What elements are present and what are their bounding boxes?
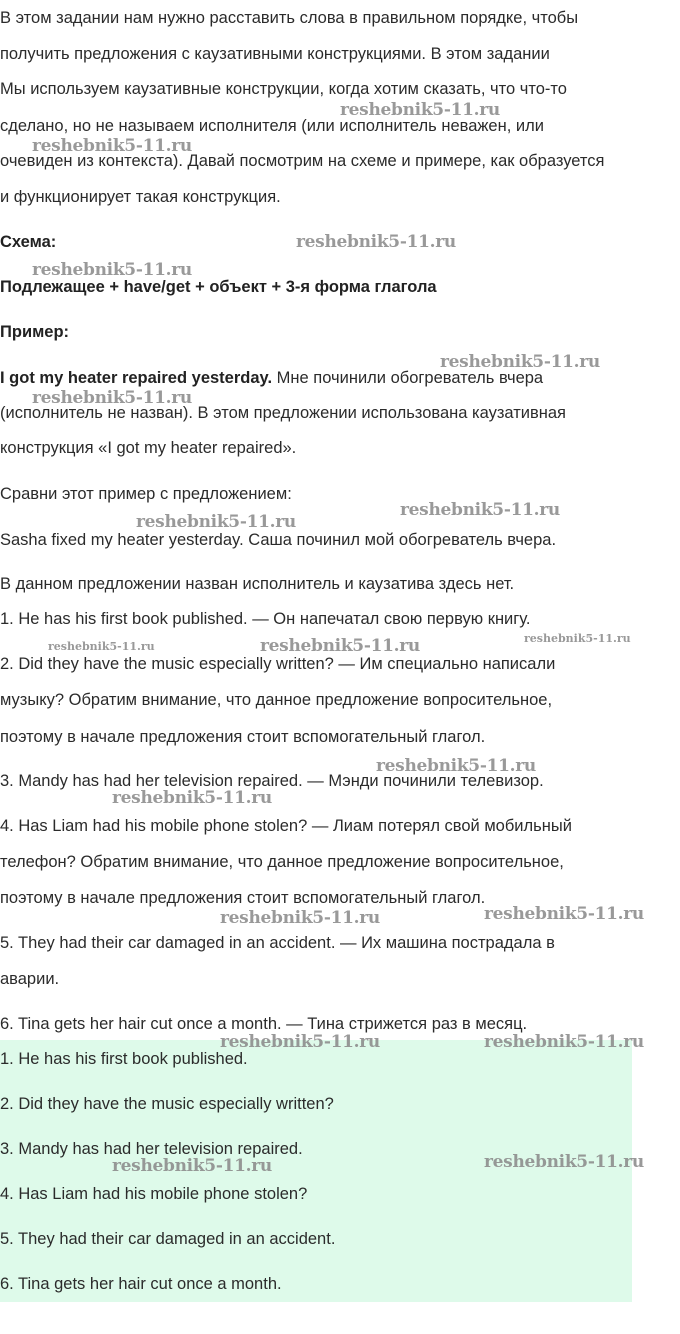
item-4-line-3: поэтому в начале предложения стоит вспомогательный глагол. [0,889,486,907]
compare-line-1: Сравни этот пример с предложением: [0,485,292,503]
watermark: reshebnik5-11.ru [376,756,536,776]
intro-line-6: и функционирует такая конструкция. [0,188,281,206]
item-1: 1. He has his first book published. — Он напечатал свою первую книгу. [0,610,531,628]
answer-5: 5. They had their car damaged in an accident. [0,1230,336,1248]
watermark: reshebnik5-11.ru [524,632,631,645]
watermark: reshebnik5-11.ru [32,260,192,280]
watermark: reshebnik5-11.ru [484,1032,644,1052]
answer-2: 2. Did they have the music especially written? [0,1095,334,1113]
item-4-line-2: телефон? Обратим внимание, что данное предложение вопросительное, [0,853,564,871]
compare-line-3: В данном предложении назван исполнитель и каузатива здесь нет. [0,575,515,593]
scheme-label: Схема: [0,233,57,251]
watermark: reshebnik5-11.ru [112,1156,272,1176]
scheme-formula: Подлежащее + have/get + объект + 3-я форма глагола [0,278,437,296]
intro-line-1: В этом задании нам нужно расставить слова в правильном порядке, чтобы [0,9,579,27]
watermark: reshebnik5-11.ru [260,636,420,656]
item-2-line-1: 2. Did they have the music especially written? — Им специально написали [0,655,556,673]
item-6: 6. Tina gets her hair cut once a month. — Тина стрижется раз в месяц. [0,1015,528,1033]
example-translation: Мне починили обогреватель вчера [272,369,544,387]
intro-line-2: получить предложения с каузативными конструкциями. В этом задании [0,45,550,63]
compare-line-2: Sasha fixed my heater yesterday. Саша починил мой обогреватель вчера. [0,531,557,549]
answer-6: 6. Tina gets her hair cut once a month. [0,1275,282,1293]
watermark: reshebnik5-11.ru [48,640,155,653]
item-2-line-3: поэтому в начале предложения стоит вспомогательный глагол. [0,728,486,746]
watermark: reshebnik5-11.ru [484,904,644,924]
example-line-3: конструкция «I got my heater repaired». [0,439,297,457]
intro-line-5: очевиден из контекста). Давай посмотрим на схеме и примере, как образуется [0,152,605,170]
watermark: reshebnik5-11.ru [400,500,560,520]
item-3: 3. Mandy has had her television repaired. — Мэнди починили телевизор. [0,772,544,790]
watermark: reshebnik5-11.ru [136,512,296,532]
watermark: reshebnik5-11.ru [484,1152,644,1172]
example-sentence: I got my heater repaired yesterday. [0,369,273,387]
item-5-line-2: аварии. [0,970,60,988]
watermark: reshebnik5-11.ru [296,232,456,252]
watermark: reshebnik5-11.ru [440,352,600,372]
watermark: reshebnik5-11.ru [220,1032,380,1052]
intro-line-3: Мы используем каузативные конструкции, когда хотим сказать, что что-то [0,80,567,98]
watermark: reshebnik5-11.ru [340,100,500,120]
answer-3: 3. Mandy has had her television repaired. [0,1140,303,1158]
watermark: reshebnik5-11.ru [32,136,192,156]
watermark: reshebnik5-11.ru [112,788,272,808]
item-4-line-1: 4. Has Liam had his mobile phone stolen? — Лиам потерял свой мобильный [0,817,572,835]
example-label: Пример: [0,323,70,341]
intro-line-4: сделано, но не называем исполнителя (или исполнитель неважен, или [0,117,544,135]
answer-4: 4. Has Liam had his mobile phone stolen? [0,1185,308,1203]
item-5-line-1: 5. They had their car damaged in an accident. — Их машина пострадала в [0,934,555,952]
item-2-line-2: музыку? Обратим внимание, что данное предложение вопросительное, [0,691,553,709]
example-line-2: (исполнитель не назван). В этом предложении использована каузативная [0,404,566,422]
watermark: reshebnik5-11.ru [32,388,192,408]
answer-1: 1. He has his first book published. [0,1050,248,1068]
watermark: reshebnik5-11.ru [220,908,380,928]
